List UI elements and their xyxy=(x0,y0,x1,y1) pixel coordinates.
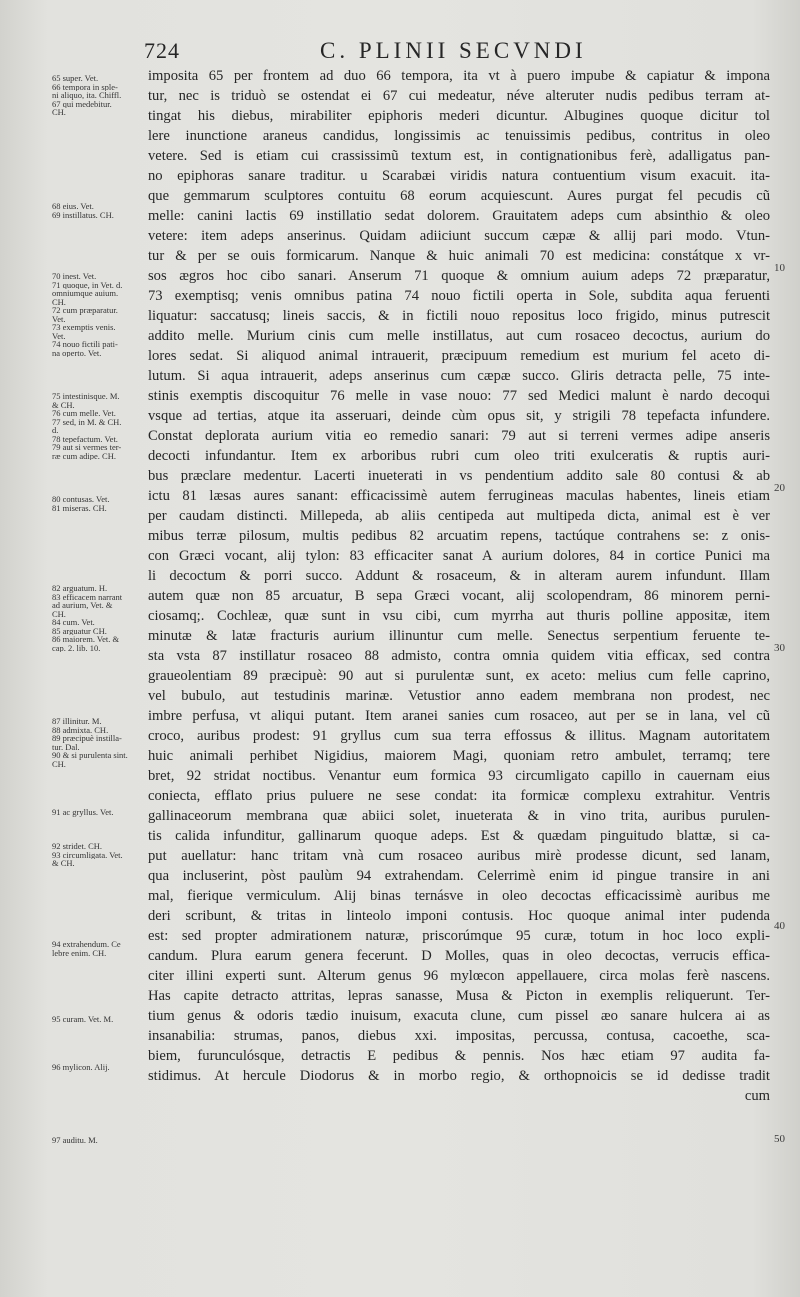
text-line: 73 exemptisq; venis omnibus patina 74 nouo fictili operta in Sole, subdita aqua feruenti xyxy=(148,288,770,304)
page-number: 724 xyxy=(144,38,180,63)
margin-note-line: 96 mylicon. Alij. xyxy=(52,1063,110,1072)
margin-note xyxy=(52,808,148,817)
margin-note-line: 87 illinitur. M. xyxy=(52,717,102,726)
margin-note-line: 66 tempora in sple- xyxy=(52,82,118,91)
text-line: mibus terræ pilosum, multis pedibus 82 arcuatim repens, tactúque contrahens se: z onis- xyxy=(148,528,770,544)
text-line: huic animali perhibet Nigidius, maiorem Magi, quoniam retro ambulet, terramq; tere xyxy=(148,748,770,764)
text-line: vetere: item adeps anserinus. Quidam adiiciunt succum cæpæ & allij pari modo. Vtun- xyxy=(148,228,770,244)
text-line: minutæ & latæ fracturis aurium illinuntur cum melle. Senectus serpentium feruente te- xyxy=(148,628,770,644)
text-line: no epiphoras sanare traditur. u Scarabæi viridis natura contuentium visum exacuit. ita- xyxy=(148,168,770,184)
margin-note xyxy=(52,495,148,512)
text-line: con Græci vocant, alij tylon: 83 efficaciter sanat A aurium dolores, 84 in cortice Punici ma xyxy=(148,548,770,564)
margin-note-line: 67 qui medebitur. xyxy=(52,99,112,108)
text-line: est: sed propter admirationem naturæ, priscorúmque 95 curæ, totum in hoc loco expli- xyxy=(148,928,770,944)
margin-note-line: 72 cum præparatur. xyxy=(52,306,118,315)
margin-note-line: Vet. xyxy=(52,314,66,323)
margin-note xyxy=(52,202,148,219)
line-number-marker: 20 xyxy=(774,482,785,494)
margin-note-line: omniumque auium. xyxy=(52,289,119,298)
margin-notes xyxy=(0,0,148,1297)
margin-note-line: 77 sed, in M. & CH. xyxy=(52,417,122,426)
text-line: tingat his diebus, mirabiliter epiphoris mederi dicuntur. Albugines quoque dicitur tol xyxy=(148,108,770,124)
margin-note-line: d. xyxy=(52,426,59,435)
margin-note-line: 97 auditu. M. xyxy=(52,1136,98,1145)
margin-note-line: ad aurium, Vet. & xyxy=(52,601,113,610)
margin-note-line: 68 eius. Vet. xyxy=(52,202,94,211)
margin-note xyxy=(52,74,148,117)
text-line: lores sedat. Si aliquod animal intrauerit, præcipuum remedium est murium fel aceto di- xyxy=(148,348,770,364)
margin-note xyxy=(52,717,148,768)
text-line: sta vsta 87 instillatur rosaceo 88 admisto, contra omnia quidem vitia efficax, sed contra xyxy=(148,648,770,664)
margin-note-line: 70 inest. Vet. xyxy=(52,272,97,281)
margin-note-line: 85 arguatur CH. xyxy=(52,626,107,635)
margin-note-line: 69 instillatus. CH. xyxy=(52,210,114,219)
margin-note-line: Vet. xyxy=(52,331,66,340)
margin-note xyxy=(52,1136,148,1145)
margin-note-line: na operto. Vet. xyxy=(52,348,102,357)
text-line: sos ægros hoc cibo sanari. Anserum 71 quoque & omnium auium adeps 72 præparatur, xyxy=(148,268,770,284)
margin-note-line: 90 & si purulenta sint. xyxy=(52,751,128,760)
text-line: coniecta, efflato prius puluere ne sese condat: ita formicæ complexu extrahitur. Ventris xyxy=(148,788,770,804)
text-line: gallinaceorum membrana quæ abiici solet, inueterata & in vino trita, auribus purulen- xyxy=(148,808,770,824)
line-number-marker: 30 xyxy=(774,642,785,654)
margin-note xyxy=(52,584,148,652)
text-line: ictu 81 læsas aures sanant: efficacissimè autem ferrugineas maculas habentes, lineis etiam xyxy=(148,488,770,504)
margin-note-line: 79 aut si vermes ter- xyxy=(52,443,122,452)
text-line: insanabilia: strumas, panos, diebus xxi. impositas, percussa, contusa, cacoethe, sca- xyxy=(148,1028,770,1044)
text-line: stinis exemptis discoquitur 76 melle in vase nouo: 77 sed Medici malunt è nardo decoqui xyxy=(148,388,770,404)
text-line: cum xyxy=(744,1088,770,1104)
margin-note-line: 93 circumligata. Vet. xyxy=(52,850,123,859)
margin-note-line: & CH. xyxy=(52,400,75,409)
margin-note-line: 95 curam. Vet. M. xyxy=(52,1015,114,1024)
text-line: imposita 65 per frontem ad duo 66 tempora, ita vt à puero impube & capiatur & impona xyxy=(148,68,770,84)
text-line: vsque ad tertias, atque ita asseruari, deinde cùm opus sit, y strigili 78 tepefacta infundere. xyxy=(148,408,770,424)
margin-note-line: 75 intestinisque. M. xyxy=(52,392,120,401)
margin-note-line: ni aliquo, ita. Chiffl. xyxy=(52,91,122,100)
text-line: liquatur: saccatusq; lineis saccis, & in fictili nouo repositus loco frigido, minus putrescit xyxy=(148,308,770,324)
margin-note xyxy=(52,1015,148,1024)
margin-note-line: 83 efficacem narrant xyxy=(52,592,123,601)
margin-note-line: tur. Dal. xyxy=(52,742,80,751)
margin-note-line: & CH. xyxy=(52,859,75,868)
text-line: tium genus & odoris tædio inuisum, exacuta clune, cum pissel æo sanare hulcera ai as xyxy=(148,1008,770,1024)
text-line: tis calida infunditur, gallinarum quoque adeps. Est & quædam pinguitudo blattæ, si ca- xyxy=(148,828,770,844)
margin-note-line: 76 cum melle. Vet. xyxy=(52,409,116,418)
margin-note-line: CH. xyxy=(52,108,66,117)
margin-note-line: 74 nouo fictili pati- xyxy=(52,340,118,349)
text-line: ciosamq;. Cochleæ, quæ sunt in vsu cibi, cum myrrha aut thuris polline appositæ, item xyxy=(148,608,770,624)
margin-note-line: 84 cum. Vet. xyxy=(52,618,95,627)
text-line: per caudam distincti. Millepeda, ab aliis centipeda aut multipeda dicta, animal est è ver xyxy=(148,508,770,524)
line-numbers xyxy=(772,0,800,1297)
margin-note-line: CH. xyxy=(52,759,66,768)
text-line: lere inunctione araneus candidus, longissimis ac tenuissimis pedibus, contritus in oleo xyxy=(148,128,770,144)
text-line: addito melle. Murium cinis cum melle instillatus, aut cum rosaceo decoctus, aurium do xyxy=(148,328,770,344)
text-line: croco, auribus prodest: 91 gryllus cum sua terra effossus & illitus. Magnam autoritatem xyxy=(148,728,770,744)
line-number-marker: 40 xyxy=(774,920,785,932)
text-line: tur & per se ouis formicarum. Nanque & huic animali 70 est medicina: constátque x vr- xyxy=(148,248,770,264)
margin-note-line: CH. xyxy=(52,609,66,618)
margin-note-line: 80 contusas. Vet. xyxy=(52,495,110,504)
margin-note-line: 82 arguatum. H. xyxy=(52,584,108,593)
text-line: que gemmarum sculptores contuitu 68 eorum acquiescunt. Aures purgat fel pecudis cũ xyxy=(148,188,770,204)
text-line: qua incluserint, pòst paulùm 94 extrahendam. Celerrimè enim id pingue transire in ani xyxy=(148,868,770,884)
margin-note xyxy=(52,272,148,357)
margin-note-line: 86 maiorem. Vet. & xyxy=(52,635,120,644)
line-number-marker: 50 xyxy=(774,1133,785,1145)
text-line: candum. Plura earum genera fecerunt. D Molles, quas in oleo decoctas, verrucis effica- xyxy=(148,948,770,964)
text-line: melle: canini lactis 69 instillatio sedat dolorem. Grauitatem adeps cum absinthio & oleo xyxy=(148,208,770,224)
text-line: put auellatur: hanc tritam vnà cum rosaceo auribus mirè prodesse dicunt, sed lanam, xyxy=(148,848,770,864)
margin-note-line: 65 super. Vet. xyxy=(52,74,99,83)
text-line: biem, furunculósque, detractis E pedibus & pennis. Nos hæc etiam 97 audita fa- xyxy=(148,1048,770,1064)
margin-note-line: 71 quoque, in Vet. d. xyxy=(52,280,123,289)
margin-note-line: 88 admixta. CH. xyxy=(52,725,109,734)
margin-note xyxy=(52,842,148,868)
text-line: decocti infundantur. Item ex arboribus rubri cum oleo triti exulceratis & ruptis auri- xyxy=(148,448,770,464)
margin-note-line: 94 extrahendum. Ce xyxy=(52,940,121,949)
page-title: C. PLINII SECVNDI xyxy=(320,38,587,63)
margin-note-line: lebre enim. CH. xyxy=(52,948,107,957)
margin-note-line: 81 miseras. CH. xyxy=(52,503,107,512)
margin-note-line: 78 tepefactum. Vet. xyxy=(52,434,118,443)
text-line: mal, fierique vermiculum. Alij binas ternásve in oleo decoctas efficacissimè auribus me xyxy=(148,888,770,904)
text-line: imbre perfusa, vt aliqui putant. Item aranei sanies cum rosaceo, aut per se in lana, vel cũ xyxy=(148,708,770,724)
text-line: stidimus. At hercule Diodorus & in morbo regio, & orthopnoicis se id dedisse tradit xyxy=(148,1068,770,1084)
line-number-marker: 10 xyxy=(774,262,785,274)
margin-note-line: 89 præcipuè instilla- xyxy=(52,734,122,743)
margin-note xyxy=(52,392,148,460)
text-line: bus præclare medentur. Lacerti inueterati in vs pendentium addito sale 80 contusi & ab xyxy=(148,468,770,484)
text-line: li decoctum & porri succo. Addunt & rosaceum, & in alteram aurem infundunt. Illam xyxy=(148,568,770,584)
margin-note-line: 73 exemptis venis. xyxy=(52,323,116,332)
text-line: vetere. Sed is etiam cui crassissimũ textum est, in contignationibus ferè, adalligatus pan- xyxy=(148,148,770,164)
margin-note-line: ræ cum adipe. CH. xyxy=(52,451,116,460)
text-line: bret, 92 stridat noctibus. Venantur eum formica 93 circumligato capillo in cauernam eius xyxy=(148,768,770,784)
text-line: Has capite detracto attritas, lepras sanasse, Musa & Picton in exemplis reliquerunt. Ter- xyxy=(148,988,770,1004)
text-line: autem quæ non 85 arcuatur, B sepa Græci vocant, alij scolopendram, 86 minorem perni- xyxy=(148,588,770,604)
text-line: deri scribunt, & tritas in linteolo imponi contusis. Hoc quoque animal inter pudenda xyxy=(148,908,770,924)
text-line: Constat deplorata aurium vitia eo remedio sanari: 79 aut si terreni vermes adipe anseris xyxy=(148,428,770,444)
text-line: graueolentiam 89 præcipuè: 90 aut si purulentæ sunt, ex aceto: melius cum felle caprino, xyxy=(148,668,770,684)
margin-note-line: 92 stridet. CH. xyxy=(52,842,103,851)
margin-note-line: cap. 2. lib. 10. xyxy=(52,643,101,652)
margin-note-line: CH. xyxy=(52,297,66,306)
margin-note-line: 91 ac gryllus. Vet. xyxy=(52,808,114,817)
running-head xyxy=(140,38,780,66)
margin-note xyxy=(52,940,148,957)
text-line: citer illini experti sunt. Alterum genus 96 mylœcon appellauere, circa molas ferè nascens. xyxy=(148,968,770,984)
text-line: vel bubulo, aut testudinis marinæ. Vetustior anno eadem membrana non prodest, nec xyxy=(148,688,770,704)
text-line: lutum. Si aqua intrauerit, adeps anserinus cum cæpæ succo. Gliris detracta pelle, 75 inte- xyxy=(148,368,770,384)
margin-note xyxy=(52,1063,148,1072)
main-text xyxy=(148,66,770,1106)
text-line: tur, nec is triduò se ostendat ei 67 cui medeatur, néve alteruter nudis pedibus terram at- xyxy=(148,88,770,104)
